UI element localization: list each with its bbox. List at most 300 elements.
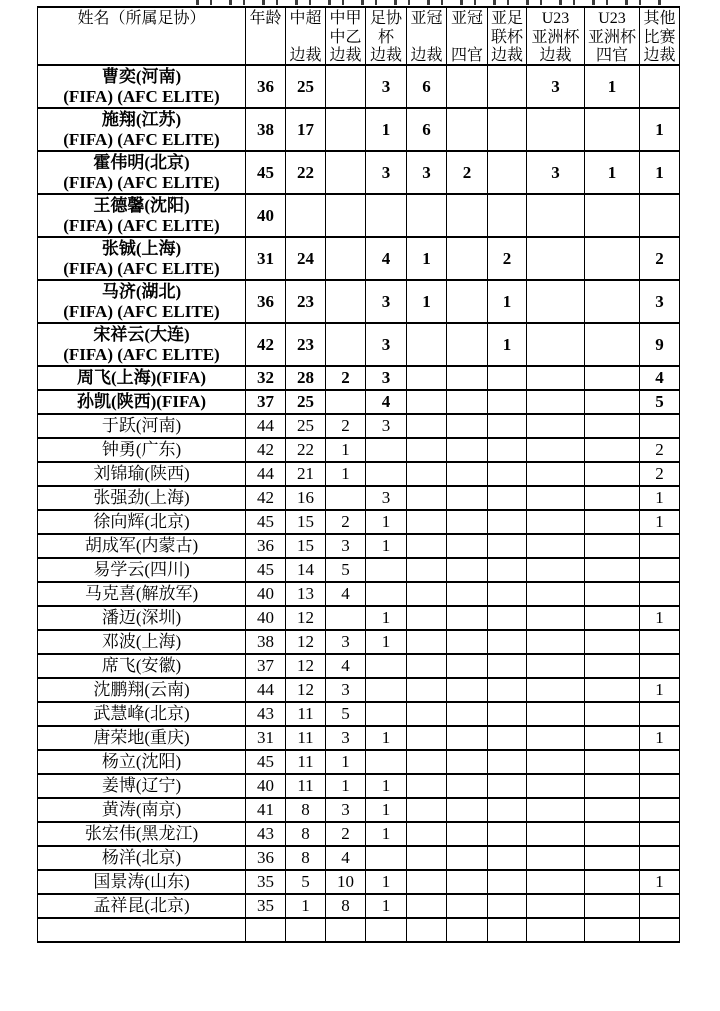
stat-cell-age: 45	[246, 558, 286, 582]
stat-cell-league1-2: 10	[326, 870, 366, 894]
stat-cell-acl-4th	[447, 726, 488, 750]
referee-name-cell	[38, 582, 246, 606]
stat-cell-league1-2	[326, 390, 366, 414]
referee-name: 潘迈(深圳)	[101, 608, 182, 627]
stat-cell-u23-ar	[527, 798, 585, 822]
column-header-line: U23	[598, 10, 626, 27]
referee-name-cell	[38, 65, 246, 108]
referee-name-cell	[38, 510, 246, 534]
referee-name-cell	[38, 462, 246, 486]
stat-cell-other: 1	[640, 678, 680, 702]
stat-cell-acl-4th	[447, 534, 488, 558]
stat-cell-age: 45	[246, 750, 286, 774]
stat-cell-league1-2: 4	[326, 846, 366, 870]
table-row	[38, 534, 680, 558]
referee-name: 曹奕(河南)	[101, 66, 182, 86]
stat-cell-u23-4th	[585, 726, 640, 750]
stat-cell-u23-4th: 1	[585, 151, 640, 194]
table-row	[38, 702, 680, 726]
referee-name-cell	[38, 486, 246, 510]
stat-cell-afc-cup	[488, 798, 527, 822]
stat-cell-u23-ar	[527, 414, 585, 438]
referee-name-cell	[38, 750, 246, 774]
table-row	[38, 630, 680, 654]
clipped-text-fragment	[196, 0, 666, 5]
stat-cell-u23-ar	[527, 726, 585, 750]
referee-name: 姜博(辽宁)	[101, 776, 182, 795]
referee-name: 国景涛(山东)	[93, 872, 190, 891]
header-row	[38, 7, 680, 65]
referee-name-cell	[38, 151, 246, 194]
stat-cell-acl-ar	[407, 558, 447, 582]
column-header-u23-ar	[527, 7, 585, 65]
column-header-other	[640, 7, 680, 65]
stat-cell-acl-ar: 3	[407, 151, 447, 194]
referee-name: 宋祥云(大连)	[93, 324, 190, 344]
stat-cell-afc-cup	[488, 894, 527, 918]
stat-cell-u23-ar	[527, 534, 585, 558]
referee-name-cell	[38, 280, 246, 323]
stat-cell-u23-ar	[527, 108, 585, 151]
stat-cell-fa-cup: 1	[366, 630, 407, 654]
stat-cell-csl: 11	[286, 702, 326, 726]
stat-cell-league1-2	[326, 606, 366, 630]
stat-cell-u23-4th	[585, 414, 640, 438]
stat-cell-fa-cup	[366, 462, 407, 486]
table-row	[38, 366, 680, 390]
referee-name-cell	[38, 323, 246, 366]
stat-cell-u23-ar	[527, 558, 585, 582]
stat-cell-csl: 12	[286, 654, 326, 678]
stat-cell-other: 5	[640, 390, 680, 414]
stat-cell-acl-4th	[447, 414, 488, 438]
stat-cell-age: 44	[246, 414, 286, 438]
stat-cell-acl-4th	[447, 323, 488, 366]
stat-cell-league1-2	[326, 486, 366, 510]
table-row	[38, 558, 680, 582]
stat-cell-other	[640, 630, 680, 654]
stat-cell-fa-cup	[366, 750, 407, 774]
referee-name: 孟祥昆(北京)	[93, 896, 190, 915]
referee-name-cell	[38, 702, 246, 726]
referee-badges: (FIFA) (AFC ELITE)	[63, 344, 220, 364]
stat-cell-other	[640, 654, 680, 678]
stat-cell-u23-4th	[585, 237, 640, 280]
stat-cell-age: 45	[246, 151, 286, 194]
stat-cell-age: 43	[246, 822, 286, 846]
stat-cell-csl	[286, 918, 326, 942]
stat-cell-u23-ar	[527, 323, 585, 366]
column-header-line: 边裁	[329, 47, 362, 64]
stat-cell-league1-2: 4	[326, 582, 366, 606]
stat-cell-acl-4th	[447, 462, 488, 486]
referee-name-cell	[38, 438, 246, 462]
column-header-line: 姓名（所属足协）	[77, 10, 206, 27]
stat-cell-acl-ar	[407, 414, 447, 438]
referee-name: 张铖(上海)	[101, 238, 182, 258]
stat-cell-afc-cup	[488, 534, 527, 558]
referee-name-cell	[38, 237, 246, 280]
stat-cell-afc-cup	[488, 366, 527, 390]
stat-cell-age: 40	[246, 606, 286, 630]
stat-cell-acl-ar	[407, 702, 447, 726]
stat-cell-acl-4th	[447, 486, 488, 510]
table-row	[38, 438, 680, 462]
stat-cell-csl: 25	[286, 390, 326, 414]
referee-name-cell	[38, 870, 246, 894]
table-row	[38, 750, 680, 774]
table-row	[38, 280, 680, 323]
stat-cell-u23-ar	[527, 486, 585, 510]
stat-cell-acl-ar	[407, 654, 447, 678]
column-header-u23-4th	[585, 7, 640, 65]
column-header-line: 杯	[377, 28, 394, 46]
stat-cell-acl-ar	[407, 194, 447, 237]
referee-name: 易学云(四川)	[93, 560, 190, 579]
column-header-acl-4th	[447, 7, 488, 65]
stat-cell-fa-cup: 4	[366, 390, 407, 414]
stat-cell-league1-2: 1	[326, 774, 366, 798]
stat-cell-afc-cup	[488, 65, 527, 108]
stat-cell-acl-4th	[447, 510, 488, 534]
stat-cell-acl-4th	[447, 822, 488, 846]
stat-cell-afc-cup	[488, 726, 527, 750]
stat-cell-league1-2	[326, 194, 366, 237]
column-header-line	[447, 29, 487, 46]
referee-name: 沈鹏翔(云南)	[93, 680, 190, 699]
stat-cell-acl-ar	[407, 390, 447, 414]
referee-name-cell	[38, 654, 246, 678]
referee-name-cell	[38, 918, 246, 942]
stat-cell-u23-ar	[527, 870, 585, 894]
stat-cell-fa-cup: 1	[366, 606, 407, 630]
stat-cell-afc-cup	[488, 654, 527, 678]
stat-cell-u23-4th	[585, 390, 640, 414]
stat-cell-other	[640, 750, 680, 774]
column-header-line: 亚洲杯	[587, 28, 636, 46]
stat-cell-u23-4th	[585, 678, 640, 702]
stat-cell-age: 35	[246, 894, 286, 918]
stat-cell-afc-cup: 1	[488, 280, 527, 323]
stat-cell-u23-ar	[527, 750, 585, 774]
stat-cell-other: 2	[640, 438, 680, 462]
referee-name: 唐荣地(重庆)	[93, 728, 190, 747]
table-row	[38, 654, 680, 678]
stat-cell-u23-ar	[527, 194, 585, 237]
stat-cell-acl-ar	[407, 774, 447, 798]
stat-cell-u23-ar	[527, 774, 585, 798]
stat-cell-csl: 12	[286, 630, 326, 654]
stat-cell-other: 9	[640, 323, 680, 366]
referee-name: 马克喜(解放军)	[84, 584, 199, 603]
column-header-line: 其他	[643, 10, 676, 27]
stat-cell-acl-ar	[407, 534, 447, 558]
column-header-league1-2	[326, 7, 366, 65]
stat-cell-fa-cup: 3	[366, 280, 407, 323]
column-header-line	[246, 29, 285, 46]
column-header-line: 边裁	[410, 47, 443, 64]
column-header-line: 边裁	[369, 47, 402, 64]
stat-cell-afc-cup	[488, 822, 527, 846]
stat-cell-league1-2	[326, 108, 366, 151]
referee-name-cell	[38, 822, 246, 846]
stat-cell-other	[640, 798, 680, 822]
referee-name: 施翔(江苏)	[101, 109, 182, 129]
stat-cell-u23-4th	[585, 582, 640, 606]
stat-cell-acl-ar	[407, 918, 447, 942]
stat-cell-age: 40	[246, 774, 286, 798]
stat-cell-league1-2: 3	[326, 798, 366, 822]
stat-cell-league1-2: 2	[326, 822, 366, 846]
stat-cell-age: 37	[246, 390, 286, 414]
stat-cell-age: 42	[246, 438, 286, 462]
table-row	[38, 65, 680, 108]
stat-cell-u23-ar	[527, 582, 585, 606]
referee-badges: (FIFA) (AFC ELITE)	[63, 258, 220, 278]
column-header-fa-cup	[366, 7, 407, 65]
stat-cell-u23-ar	[527, 846, 585, 870]
stat-cell-other	[640, 582, 680, 606]
stat-cell-csl: 21	[286, 462, 326, 486]
stat-cell-acl-ar	[407, 846, 447, 870]
referee-name-cell	[38, 194, 246, 237]
stat-cell-fa-cup	[366, 558, 407, 582]
stat-cell-age: 37	[246, 654, 286, 678]
column-header-line: 亚足	[490, 10, 523, 27]
column-header-name	[38, 7, 246, 65]
stat-cell-u23-4th	[585, 438, 640, 462]
stat-cell-u23-4th	[585, 366, 640, 390]
referee-name-cell	[38, 846, 246, 870]
referee-name: 张强劲(上海)	[93, 488, 190, 507]
column-header-line: 中甲	[329, 10, 362, 27]
stat-cell-csl: 11	[286, 726, 326, 750]
stat-cell-league1-2: 1	[326, 462, 366, 486]
stat-cell-other: 2	[640, 462, 680, 486]
stat-cell-fa-cup: 3	[366, 486, 407, 510]
stat-cell-afc-cup	[488, 846, 527, 870]
referee-badges: (FIFA) (AFC ELITE)	[63, 129, 220, 149]
stat-cell-afc-cup	[488, 918, 527, 942]
stat-cell-acl-4th	[447, 558, 488, 582]
column-header-line: 联杯	[490, 28, 523, 46]
stat-cell-acl-4th	[447, 65, 488, 108]
stat-cell-afc-cup	[488, 558, 527, 582]
stat-cell-fa-cup: 1	[366, 894, 407, 918]
stat-cell-league1-2	[326, 237, 366, 280]
stat-cell-afc-cup	[488, 774, 527, 798]
stat-cell-afc-cup	[488, 750, 527, 774]
referee-stats-table	[37, 6, 680, 943]
stat-cell-u23-ar	[527, 390, 585, 414]
table-body	[38, 65, 680, 942]
stat-cell-other	[640, 774, 680, 798]
referee-name-cell	[38, 798, 246, 822]
stat-cell-fa-cup: 1	[366, 534, 407, 558]
referee-badges: (FIFA) (AFC ELITE)	[63, 301, 220, 321]
referee-name-cell	[38, 390, 246, 414]
referee-name: 杨立(沈阳)	[101, 752, 182, 771]
stat-cell-csl: 15	[286, 510, 326, 534]
stat-cell-age: 41	[246, 798, 286, 822]
stat-cell-u23-4th: 1	[585, 65, 640, 108]
table-row	[38, 510, 680, 534]
column-header-acl-ar	[407, 7, 447, 65]
stat-cell-fa-cup	[366, 438, 407, 462]
stat-cell-league1-2	[326, 323, 366, 366]
stat-cell-csl: 28	[286, 366, 326, 390]
table-row	[38, 323, 680, 366]
stat-cell-u23-4th	[585, 702, 640, 726]
stat-cell-fa-cup: 3	[366, 366, 407, 390]
stat-cell-csl: 14	[286, 558, 326, 582]
stat-cell-acl-ar: 6	[407, 108, 447, 151]
stat-cell-u23-4th	[585, 630, 640, 654]
stat-cell-league1-2: 2	[326, 414, 366, 438]
referee-name: 马济(湖北)	[101, 281, 182, 301]
column-header-line: 四官	[595, 47, 628, 64]
stat-cell-acl-4th	[447, 654, 488, 678]
stat-cell-csl: 22	[286, 151, 326, 194]
referee-name: 徐向辉(北京)	[93, 512, 190, 531]
stat-cell-afc-cup	[488, 414, 527, 438]
referee-name: 胡成军(内蒙古)	[84, 536, 199, 555]
table-row	[38, 414, 680, 438]
referee-badges: (FIFA) (AFC ELITE)	[63, 215, 220, 235]
stat-cell-other: 1	[640, 726, 680, 750]
stat-cell-u23-4th	[585, 798, 640, 822]
stat-cell-league1-2: 3	[326, 726, 366, 750]
stat-cell-other: 1	[640, 151, 680, 194]
stat-cell-csl: 5	[286, 870, 326, 894]
stat-cell-age: 36	[246, 846, 286, 870]
column-header-line: 亚冠	[410, 10, 443, 27]
referee-name-cell	[38, 630, 246, 654]
table-header	[38, 7, 680, 65]
referee-name: 武慧峰(北京)	[93, 704, 190, 723]
stat-cell-u23-4th	[585, 606, 640, 630]
stat-cell-league1-2: 2	[326, 510, 366, 534]
stat-cell-acl-4th	[447, 846, 488, 870]
referee-name: 王德馨(沈阳)	[93, 195, 190, 215]
stat-cell-fa-cup	[366, 918, 407, 942]
stat-cell-fa-cup: 3	[366, 151, 407, 194]
referee-badges: (FIFA) (AFC ELITE)	[63, 172, 220, 192]
stat-cell-csl: 13	[286, 582, 326, 606]
stat-cell-league1-2: 3	[326, 678, 366, 702]
stat-cell-u23-ar	[527, 237, 585, 280]
stat-cell-age: 38	[246, 108, 286, 151]
stat-cell-age: 44	[246, 462, 286, 486]
referee-name-cell	[38, 606, 246, 630]
table-row	[38, 462, 680, 486]
stat-cell-league1-2: 1	[326, 750, 366, 774]
table-row	[38, 390, 680, 414]
referee-name-cell	[38, 534, 246, 558]
stat-cell-age: 31	[246, 237, 286, 280]
stat-cell-other	[640, 65, 680, 108]
referee-name: 黄涛(南京)	[101, 800, 182, 819]
referee-name: 席飞(安徽)	[101, 656, 182, 675]
table-row	[38, 237, 680, 280]
stat-cell-u23-4th	[585, 323, 640, 366]
stat-cell-other: 3	[640, 280, 680, 323]
stat-cell-afc-cup	[488, 630, 527, 654]
stat-cell-u23-4th	[585, 750, 640, 774]
stat-cell-csl: 8	[286, 798, 326, 822]
column-header-line: 亚冠	[450, 10, 483, 27]
stat-cell-league1-2: 5	[326, 558, 366, 582]
stat-cell-u23-4th	[585, 846, 640, 870]
referee-name: 孙凯(陕西)(FIFA)	[76, 392, 207, 411]
stat-cell-other: 1	[640, 510, 680, 534]
stat-cell-acl-4th	[447, 702, 488, 726]
stat-cell-csl: 25	[286, 414, 326, 438]
stat-cell-u23-ar	[527, 438, 585, 462]
stat-cell-other	[640, 534, 680, 558]
stat-cell-afc-cup	[488, 194, 527, 237]
stat-cell-u23-4th	[585, 822, 640, 846]
referee-name: 邓波(上海)	[101, 632, 182, 651]
stat-cell-other: 2	[640, 237, 680, 280]
stat-cell-fa-cup: 1	[366, 726, 407, 750]
stat-cell-u23-4th	[585, 486, 640, 510]
table-row	[38, 870, 680, 894]
stat-cell-csl: 16	[286, 486, 326, 510]
stat-cell-csl: 22	[286, 438, 326, 462]
table-row	[38, 151, 680, 194]
referee-badges: (FIFA) (AFC ELITE)	[63, 86, 220, 106]
stat-cell-csl: 11	[286, 774, 326, 798]
stat-cell-csl: 25	[286, 65, 326, 108]
table-row	[38, 726, 680, 750]
stat-cell-u23-4th	[585, 510, 640, 534]
stat-cell-other: 4	[640, 366, 680, 390]
stat-cell-age: 35	[246, 870, 286, 894]
stat-cell-afc-cup: 2	[488, 237, 527, 280]
referee-name: 刘锦瑜(陕西)	[93, 464, 190, 483]
column-header-line: 边裁	[490, 47, 523, 64]
stat-cell-acl-ar	[407, 726, 447, 750]
table-row	[38, 194, 680, 237]
stat-cell-acl-ar: 1	[407, 237, 447, 280]
stat-cell-u23-ar	[527, 894, 585, 918]
column-header-line: 边裁	[289, 47, 322, 64]
stat-cell-acl-4th	[447, 798, 488, 822]
stat-cell-age: 40	[246, 582, 286, 606]
stat-cell-u23-4th	[585, 918, 640, 942]
stat-cell-csl: 1	[286, 894, 326, 918]
stat-cell-afc-cup	[488, 390, 527, 414]
stat-cell-acl-ar	[407, 798, 447, 822]
stat-cell-acl-4th	[447, 582, 488, 606]
column-header-line: 比赛	[643, 28, 676, 46]
table-row	[38, 606, 680, 630]
stat-cell-afc-cup	[488, 510, 527, 534]
stat-cell-u23-4th	[585, 774, 640, 798]
stat-cell-afc-cup	[488, 486, 527, 510]
stat-cell-afc-cup	[488, 151, 527, 194]
referee-name-cell	[38, 774, 246, 798]
stat-cell-age: 36	[246, 534, 286, 558]
referee-name-cell	[38, 558, 246, 582]
stat-cell-league1-2: 5	[326, 702, 366, 726]
stat-cell-u23-ar	[527, 606, 585, 630]
stat-cell-acl-ar	[407, 366, 447, 390]
column-header-line: 年龄	[249, 10, 282, 27]
stat-cell-fa-cup: 1	[366, 108, 407, 151]
stat-cell-fa-cup	[366, 846, 407, 870]
